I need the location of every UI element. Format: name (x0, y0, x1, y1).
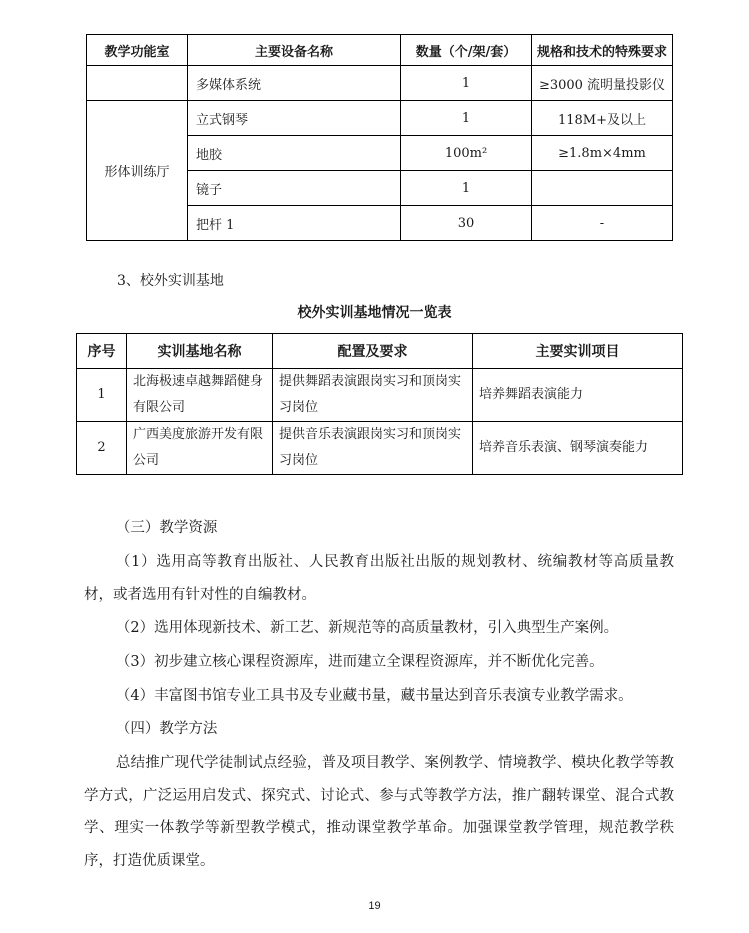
section-heading: 3、校外实训基地 (117, 273, 224, 289)
equipment-qty: 100m² (401, 136, 532, 171)
equipment-qty: 1 (401, 66, 532, 101)
equipment-qty: 1 (401, 101, 532, 136)
equipment-spec (532, 171, 673, 206)
room-cell-empty (87, 66, 188, 101)
base-config: 提供舞蹈表演跟岗实习和顶岗实习岗位 (273, 369, 473, 422)
equipment-qty: 30 (401, 206, 532, 241)
row-number: 2 (77, 422, 127, 475)
equipment-spec: 118M+及以上 (532, 101, 673, 136)
page-number: 19 (368, 900, 381, 912)
base-name: 北海极速卓越舞蹈健身有限公司 (127, 369, 273, 422)
base-project: 培养音乐表演、钢琴演奏能力 (473, 422, 683, 475)
header-number: 序号 (77, 334, 127, 369)
table-caption: 校外实训基地情况一览表 (297, 305, 452, 321)
table-header-row (87, 35, 673, 66)
equipment-name: 地胶 (188, 136, 401, 171)
table-row (77, 369, 683, 422)
header-equipment-name: 主要设备名称 (188, 35, 401, 66)
section-heading-methods: （四）教学方法 (115, 721, 218, 737)
header-base-name: 实训基地名称 (127, 334, 273, 369)
table-row (87, 66, 673, 101)
equipment-table (86, 34, 673, 241)
equipment-spec: - (532, 206, 673, 241)
header-spec: 规格和技术的特殊要求 (532, 35, 673, 66)
equipment-name: 把杆 1 (188, 206, 401, 241)
equipment-name: 镜子 (188, 171, 401, 206)
methods-paragraph: 总结推广现代学徒制试点经验，普及项目教学、案例教学、情境教学、模块化教学等教学方式，广泛运用启发式、探究式、讨论式、参与式等教学方法，推广翻转课堂、混合式教学、理实一体教学等新型教学模式，推动课堂教学革命。加强课堂教学管理，规范教学秩序，打造优质课堂。 (84, 755, 674, 869)
row-number: 1 (77, 369, 127, 422)
header-config: 配置及要求 (273, 334, 473, 369)
table-row (77, 422, 683, 475)
header-room: 教学功能室 (87, 35, 188, 66)
header-quantity: 数量（个/架/套） (401, 35, 532, 66)
equipment-spec: ≥1.8m×4mm (532, 136, 673, 171)
equipment-spec: ≥3000 流明量投影仪 (532, 66, 673, 101)
base-config: 提供音乐表演跟岗实习和顶岗实习岗位 (273, 422, 473, 475)
room-cell: 形体训练厅 (87, 101, 188, 241)
resource-item: （1）选用高等教育出版社、人民教育出版社出版的规划教材、统编教材等高质量教材，或者选用有针对性的自编教材。 (84, 554, 674, 603)
table-header-row (77, 334, 683, 369)
header-project: 主要实训项目 (473, 334, 683, 369)
resource-item: （2）选用体现新技术、新工艺、新规范等的高质量教材，引入典型生产案例。 (115, 620, 619, 636)
equipment-name: 多媒体系统 (188, 66, 401, 101)
equipment-qty: 1 (401, 171, 532, 206)
resource-item: （3）初步建立核心课程资源库，进而建立全课程资源库，并不断优化完善。 (115, 654, 604, 670)
equipment-name: 立式钢琴 (188, 101, 401, 136)
table-row (87, 101, 673, 136)
base-project: 培养舞蹈表演能力 (473, 369, 683, 422)
training-base-table (76, 333, 683, 475)
base-name: 广西美度旅游开发有限公司 (127, 422, 273, 475)
section-heading-resources: （三）教学资源 (115, 520, 218, 536)
resource-item: （4）丰富图书馆专业工具书及专业藏书量，藏书量达到音乐表演专业教学需求。 (115, 688, 633, 704)
